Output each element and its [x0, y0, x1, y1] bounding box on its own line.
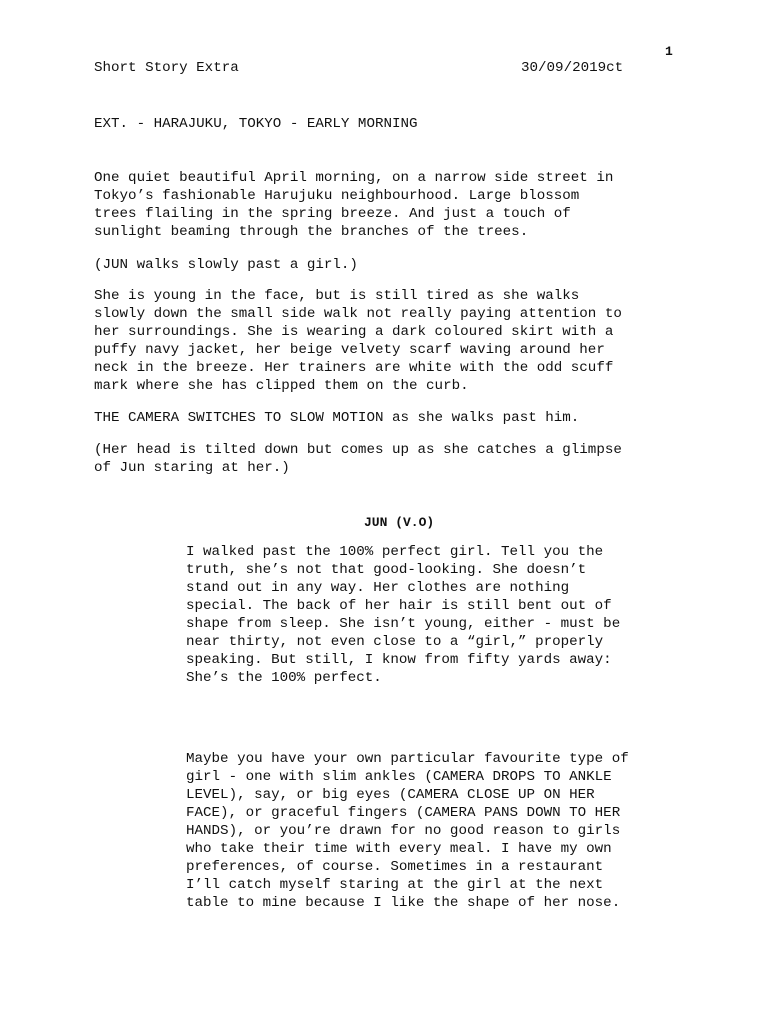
scene-heading: EXT. - HARAJUKU, TOKYO - EARLY MORNING [94, 116, 418, 132]
action-paragraph: She is young in the face, but is still tired as she walks slowly down the small side walk not really paying attention to her surroundings. She is wearing a dark coloured skirt with a puffy navy jacket, her beige velvety scarf waving around her neck in the breeze. Her trainers are white with the odd scuff mark where she has clipped them on the curb. [94, 288, 622, 394]
action-paragraph: THE CAMERA SWITCHES TO SLOW MOTION as she walks past him. [94, 410, 580, 426]
document-date: 30/09/2019ct [521, 60, 624, 76]
dialogue-paragraph: I walked past the 100% perfect girl. Tell you the truth, she’s not that good-looking. She doesn’t stand out in any way. Her clothes are nothing special. The back of her hair is still bent out of shape from sleep. She isn’t young, either - must be near thirty, not even close to a “girl,” properly speaking. But still, I know from fifty yards away: She’s the 100% perfect. [186, 544, 621, 686]
page-number: 1 [665, 44, 673, 59]
dialogue-paragraph: Maybe you have your own particular favourite type of girl - one with slim ankles (CAMERA DROPS TO ANKLE LEVEL), say, or big eyes (CAMERA CLOSE UP ON HER FACE), or graceful fingers (CAMERA PANS DOWN TO HER HANDS), or you’re drawn for no good reason to girls who take their time with every meal. I have my own preferences, of course. Sometimes in a restaurant I’ll catch myself staring at the girl at the next table to mine because I like the shape of her nose. [186, 751, 629, 911]
document-title: Short Story Extra [94, 60, 239, 76]
action-paragraph: (Her head is tilted down but comes up as she catches a glimpse of Jun staring at her.) [94, 442, 622, 476]
action-paragraph: One quiet beautiful April morning, on a narrow side street in Tokyo’s fashionable Harujuku neighbourhood. Large blossom trees flailing in the spring breeze. And just a touch of sunlight beaming through the branches of the trees. [94, 170, 614, 240]
character-name: JUN (V.O) [364, 515, 435, 530]
action-paragraph: (JUN walks slowly past a girl.) [94, 257, 358, 273]
